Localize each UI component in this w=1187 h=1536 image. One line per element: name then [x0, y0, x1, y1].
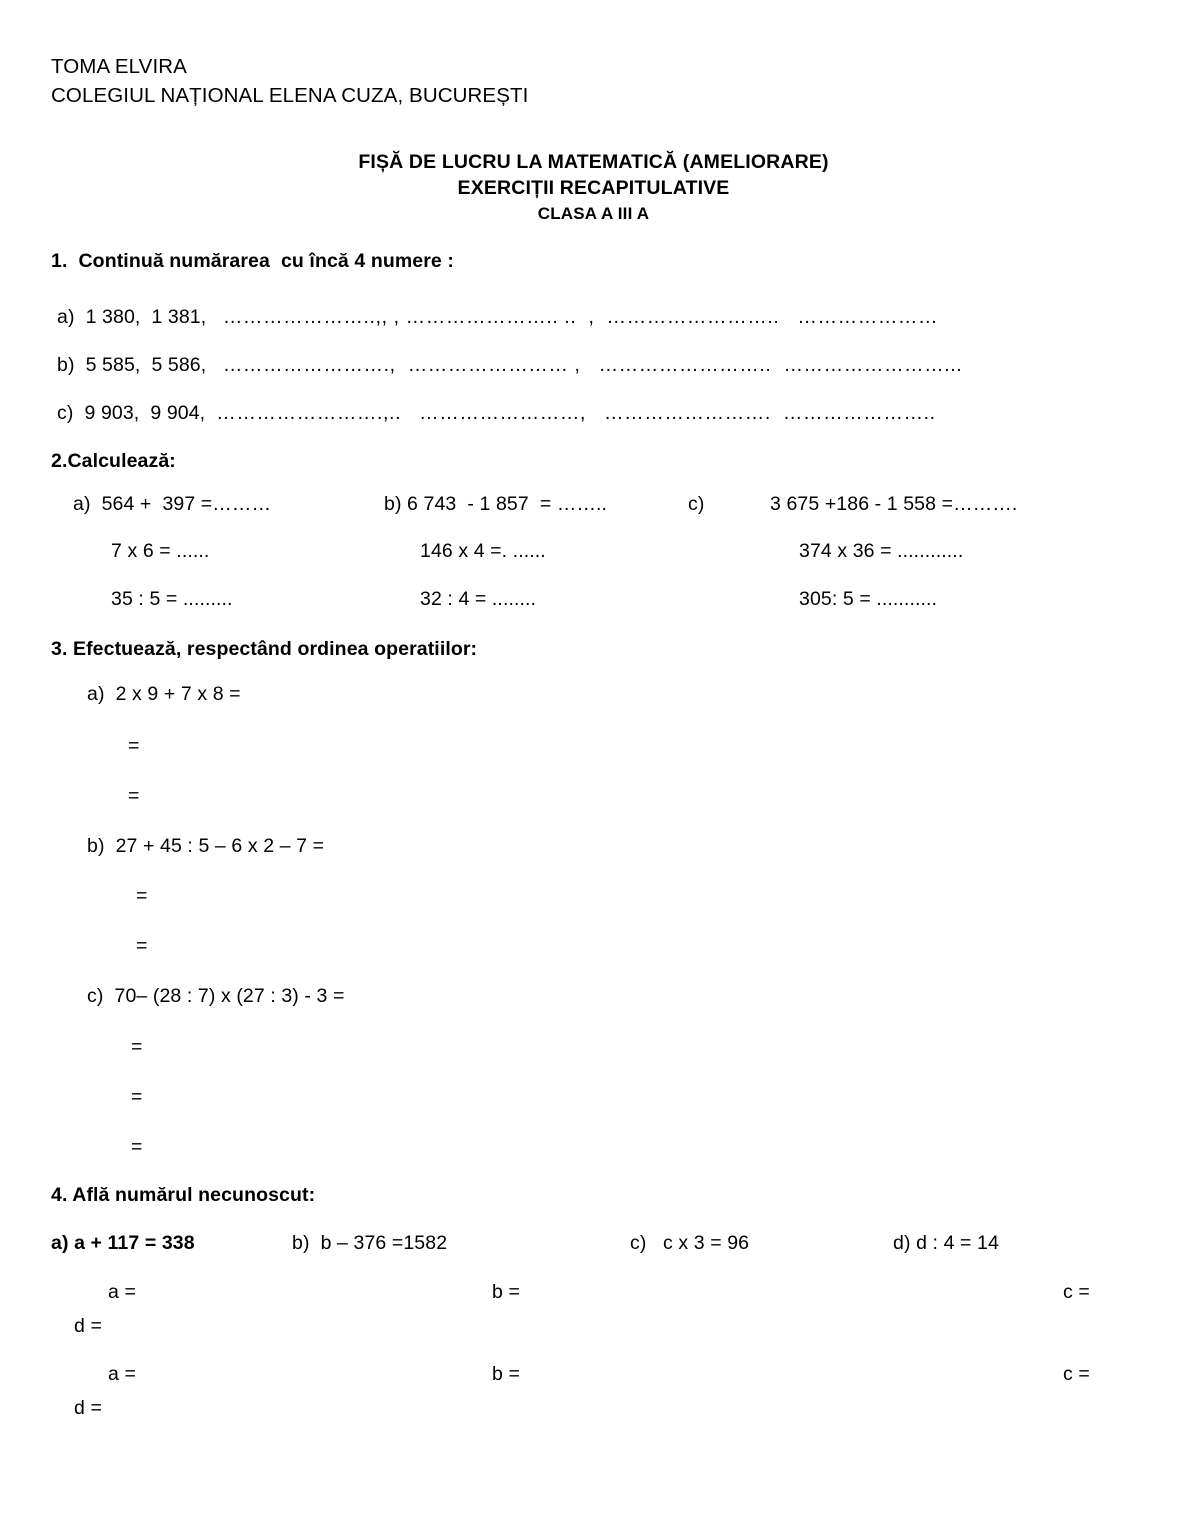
equation-text: c x 3 = 96 [663, 1232, 750, 1254]
exercise-3-b-equals-2[interactable]: = [136, 935, 148, 957]
item-label: c) [57, 402, 74, 424]
exercise-4-equation-d [893, 1232, 999, 1255]
title-secondary: EXERCIȚII RECAPITULATIVE [457, 177, 730, 199]
exercise-2-col2-row1[interactable]: b) 6 743 - 1 857 = …….. [384, 493, 608, 515]
exercise-3-c-equals-2[interactable]: = [131, 1086, 143, 1108]
equation-text: a + 117 = 338 [74, 1232, 195, 1254]
title-block [0, 149, 1187, 226]
exercise-4-equation-c [630, 1232, 749, 1255]
exercise-2-col2-row2[interactable]: 146 x 4 =. ...... [420, 540, 546, 562]
title-primary: FIȘĂ DE LUCRU LA MATEMATICĂ (AMELIORARE) [358, 151, 829, 173]
school-name: COLEGIUL NAȚIONAL ELENA CUZA, BUCUREȘTI [51, 84, 529, 107]
equation-text: d : 4 = 14 [916, 1232, 999, 1254]
item-label: d) [893, 1232, 911, 1254]
exercise-3-item-a [87, 683, 241, 706]
blank-line[interactable]: …………………..,, , ………………….. .. , …………………….. ………………… [222, 306, 939, 328]
exercise-1-item-a [57, 306, 938, 329]
item-numbers: 5 585, 5 586, [85, 354, 207, 376]
exercise-2-col3-row1[interactable]: 3 675 +186 - 1 558 =………. [770, 493, 1018, 515]
exercise-2-col1-row1[interactable]: a) 564 + 397 =……… [73, 493, 272, 515]
exercise-3-c-equals-1[interactable]: = [131, 1036, 143, 1058]
exercise-1-item-b [57, 354, 962, 377]
item-label: b) [87, 835, 105, 857]
exercise-4-heading: 4. Află numărul necunoscut: [51, 1184, 316, 1206]
blank-line[interactable]: …………………….,.. ……………………, ……………………. ………………….. [216, 402, 936, 424]
exercise-4-equation-b [292, 1232, 447, 1255]
author-name: TOMA ELVIRA [51, 55, 187, 78]
item-label: b) [57, 354, 75, 376]
item-expression: 70– (28 : 7) x (27 : 3) - 3 = [114, 985, 345, 1007]
exercise-2-heading: 2.Calculează: [51, 450, 176, 472]
exercise-4-answer-a-1[interactable]: a = [108, 1281, 136, 1303]
exercise-4-equation-a [51, 1232, 195, 1255]
item-numbers: 9 903, 9 904, [84, 402, 206, 424]
exercise-4-answer-c-2[interactable]: c = [1063, 1363, 1090, 1385]
exercise-3-item-c [87, 985, 344, 1008]
exercise-3-heading: 3. Efectuează, respectând ordinea operatiilor: [51, 638, 478, 660]
exercise-3-a-equals-1[interactable]: = [128, 735, 140, 757]
item-label: c) [630, 1232, 647, 1254]
exercise-2-col3-label: c) [688, 493, 705, 515]
exercise-3-b-equals-1[interactable]: = [136, 885, 148, 907]
exercise-3-a-equals-2[interactable]: = [128, 785, 140, 807]
exercise-2-col1-row3[interactable]: 35 : 5 = ......... [111, 588, 233, 610]
item-expression: 27 + 45 : 5 – 6 x 2 – 7 = [115, 835, 325, 857]
exercise-3-c-equals-3[interactable]: = [131, 1136, 143, 1158]
exercise-4-answer-d-1[interactable]: d = [74, 1315, 102, 1337]
exercise-3-item-b [87, 835, 324, 858]
exercise-4-answer-d-2[interactable]: d = [74, 1397, 102, 1419]
exercise-4-answer-a-2[interactable]: a = [108, 1363, 136, 1385]
item-numbers: 1 380, 1 381, [85, 306, 207, 328]
item-label: a) [87, 683, 105, 705]
exercise-1-item-c [57, 402, 936, 425]
item-label: a) [51, 1232, 69, 1254]
item-label: b) [292, 1232, 310, 1254]
exercise-1-heading: 1. Continuă numărarea cu încă 4 numere : [51, 250, 454, 272]
exercise-2-col3-row2[interactable]: 374 x 36 = ............ [799, 540, 964, 562]
item-label: a) [57, 306, 75, 328]
exercise-4-answer-c-1[interactable]: c = [1063, 1281, 1090, 1303]
blank-line[interactable]: ……………………., …………………… , …………………….. ……………………... [222, 354, 963, 376]
exercise-4-answer-b-1[interactable]: b = [492, 1281, 520, 1303]
document-header [51, 52, 528, 110]
exercise-4-answer-b-2[interactable]: b = [492, 1363, 520, 1385]
item-expression: 2 x 9 + 7 x 8 = [115, 683, 241, 705]
title-class: CLASA A III A [537, 204, 650, 223]
exercise-2-col3-row3[interactable]: 305: 5 = ........... [799, 588, 938, 610]
exercise-2-col2-row3[interactable]: 32 : 4 = ........ [420, 588, 537, 610]
equation-text: b – 376 =1582 [320, 1232, 448, 1254]
exercise-2-col1-row2[interactable]: 7 x 6 = ...... [111, 540, 210, 562]
item-label: c) [87, 985, 104, 1007]
